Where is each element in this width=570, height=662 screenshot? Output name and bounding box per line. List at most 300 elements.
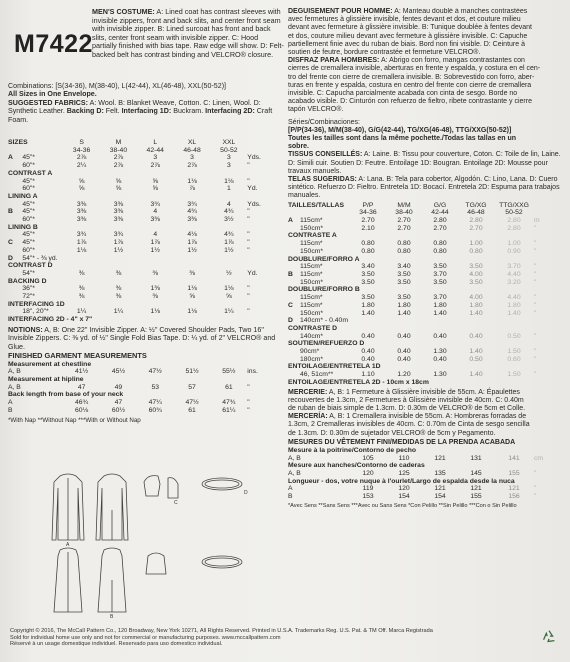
table-row bbox=[288, 271, 564, 279]
fabric-width: 115cm* bbox=[300, 217, 323, 225]
yardage-value bbox=[63, 255, 100, 263]
fr-line: et dos, couture milieu devant avec fermeture à glissière invisible. C: Capuche bbox=[288, 32, 528, 40]
measurement-view: A bbox=[288, 485, 293, 493]
measurement-row bbox=[8, 399, 278, 407]
table-row bbox=[288, 348, 564, 356]
fr-line: soutien de feutre, bordure contrastée et fermeture VELCRO®. bbox=[288, 49, 481, 57]
yardage-value: ⅝ bbox=[189, 293, 195, 301]
interfacing-text: Buckram. bbox=[171, 107, 206, 116]
view-label bbox=[288, 310, 300, 318]
section-label: ENTOILAGE/ENTRETELA 1D bbox=[288, 363, 381, 371]
measurement-row bbox=[8, 368, 278, 376]
size-range-header: 34-36 bbox=[72, 146, 91, 154]
measurement-value: 121 bbox=[434, 454, 446, 462]
yardage-value: ⅝ bbox=[115, 177, 122, 185]
unit-label: Yd. bbox=[247, 185, 258, 193]
measurement-row bbox=[8, 407, 278, 415]
yardage-value: 0.90 bbox=[507, 247, 521, 255]
fabric-width: 18", 20"* bbox=[22, 308, 49, 316]
unit-label: " bbox=[247, 162, 250, 170]
unit-label: " bbox=[247, 239, 250, 247]
spacer-cell bbox=[247, 147, 278, 155]
pattern-number: M7422 bbox=[14, 30, 93, 58]
size-range-header: 42-44 bbox=[431, 209, 449, 217]
table-row bbox=[8, 285, 278, 293]
all-sizes-text: All Sizes in One Envelope. bbox=[8, 90, 97, 99]
mercerie-line: de ruban de biais simple de 1.3cm. D: 0.30m de VELCRO® de 5cm et Colle. bbox=[288, 404, 526, 412]
size-range-header: 50-52 bbox=[220, 146, 238, 154]
measurement-value: 53 bbox=[151, 383, 160, 391]
garment-sketches bbox=[8, 470, 286, 620]
view-label bbox=[8, 285, 22, 293]
mercerie-label: MERCERIE: bbox=[288, 388, 328, 396]
yardage-value: ⅞ bbox=[189, 185, 195, 193]
size-header-row bbox=[288, 202, 564, 210]
yardage-value: 3⅜ bbox=[150, 216, 160, 224]
notions-block bbox=[8, 326, 286, 425]
table-row bbox=[288, 356, 564, 364]
yardage-value: 1⅛ bbox=[224, 285, 234, 293]
fabrics-text: A: Wool. B: Blanket Weave, Cotton. C: Linen, Wool. D: Synthetic Leather. bbox=[8, 98, 261, 116]
fabric-width: 115cm* bbox=[300, 271, 323, 278]
yardage-value: ⅝ bbox=[115, 185, 122, 193]
yardage-value: ⅜ bbox=[115, 269, 122, 277]
yardage-value: 3.50 bbox=[469, 278, 483, 286]
footer-line-2: Sold for individual home use only and not for commercial or manufacturing purposes. www.mccallpattern.com bbox=[10, 634, 281, 641]
yardage-value: ⅝ bbox=[152, 185, 159, 193]
view-label bbox=[288, 294, 300, 302]
merceria-text bbox=[288, 413, 564, 438]
yardage-value: 3.40 bbox=[397, 263, 411, 271]
table-row bbox=[288, 263, 564, 271]
metric-measurements-table bbox=[288, 447, 564, 501]
yardage-value: 1.40 bbox=[433, 309, 447, 317]
yardage-value: 0.80 bbox=[397, 247, 411, 255]
finished-title: FINISHED GARMENT MEASUREMENTS bbox=[8, 351, 147, 361]
measurement-value: 51½ bbox=[185, 368, 199, 376]
fabric-width: 54"* bbox=[22, 269, 35, 277]
yardage-value: 1⅛ bbox=[187, 308, 197, 316]
measurement-value: 60¾ bbox=[148, 406, 162, 414]
view-label bbox=[8, 201, 22, 209]
yardage-value: ⅝ bbox=[226, 293, 232, 301]
size-range-header: 42-44 bbox=[146, 146, 164, 154]
view-label: A bbox=[8, 154, 13, 162]
es-title: DISFRAZ PARA HOMBRES: bbox=[288, 57, 380, 65]
yardage-value: 3.50 bbox=[433, 263, 447, 271]
yardage-value: 2.80 bbox=[507, 224, 521, 232]
size-col-header: TG/XG bbox=[465, 201, 487, 209]
table-section-row bbox=[288, 379, 564, 387]
table-section-row bbox=[8, 193, 278, 201]
fabric-width: 115cm* bbox=[300, 263, 323, 271]
telas-text bbox=[288, 176, 564, 201]
intro-label: MEN'S COSTUME: bbox=[92, 7, 155, 16]
yardage-value: 3 bbox=[226, 162, 231, 170]
yardage-value: 1.80 bbox=[433, 301, 447, 309]
yardage-value bbox=[137, 255, 174, 263]
measurement-value: 60⅛ bbox=[75, 406, 89, 414]
es-line: turas en frente y espalda, costura en centro del frente con cierre de cremallera bbox=[288, 81, 532, 89]
es-line: cierres de cremallera invisible, aberturas en frente y espalda, y costura en el cen- bbox=[288, 65, 541, 73]
recycle-icon bbox=[540, 628, 558, 646]
yardage-value: 1.40 bbox=[397, 309, 411, 317]
yardage-table-container bbox=[8, 139, 286, 324]
fabric-width: 45"* bbox=[22, 239, 35, 247]
fabric-width: 54"* - ⅜ yd. bbox=[22, 254, 58, 262]
size-col-header: M/M bbox=[397, 201, 411, 209]
es-description bbox=[288, 57, 564, 114]
yardage-value: 2.70 bbox=[397, 224, 411, 232]
spacer-cell bbox=[534, 202, 564, 210]
yardage-value: 3.50 bbox=[397, 278, 411, 286]
view-label: B bbox=[8, 208, 13, 216]
tissus-body: A: Laine. B: Tissu pour couverture, Coton. C: Toile de lin, Laine. D: Simili cuir. Soutien D: Feutre. Entoilage 1D: Bougran. Entoilage 2D: Mousse pour travaux manuels. bbox=[288, 151, 561, 175]
section-label: LINING B bbox=[8, 223, 38, 231]
spacer-cell bbox=[288, 209, 350, 217]
yardage-value: 3.40 bbox=[361, 263, 375, 271]
table-section-row bbox=[8, 262, 278, 270]
view-label: D bbox=[288, 317, 293, 325]
merceria-line: 1.3cm, 2 Cremalleras invisibles de 40cm. C: 0.70m de Cinta de sesgo sencilla bbox=[288, 421, 530, 429]
unit-label: " bbox=[534, 240, 537, 248]
measurement-value: 47¼ bbox=[148, 399, 162, 407]
fabric-width: 140cm* bbox=[300, 332, 324, 340]
measurement-title-row bbox=[288, 447, 564, 455]
unit-label: " bbox=[534, 263, 537, 271]
yardage-value: 1.40 bbox=[361, 309, 375, 317]
yardage-value bbox=[386, 317, 422, 325]
view-label bbox=[288, 348, 300, 356]
fabric-width: 45"* bbox=[22, 231, 35, 239]
fabric-width: 90cm* bbox=[300, 348, 320, 356]
measurement-title-row bbox=[8, 376, 278, 384]
fabric-width: 60"* bbox=[22, 185, 35, 193]
yardage-value: 4.00 bbox=[469, 294, 483, 302]
measurement-value: 45½ bbox=[111, 368, 126, 376]
copyright-footer bbox=[10, 628, 530, 648]
yardage-value: 3.50 bbox=[469, 263, 483, 271]
table-section-row bbox=[288, 256, 564, 264]
measurement-value: 47½ bbox=[185, 399, 199, 407]
table-row bbox=[8, 185, 278, 193]
measurement-view: A bbox=[8, 399, 13, 407]
merceria-label: MERCERÍA: bbox=[288, 413, 328, 421]
yardage-value: 1⅛ bbox=[224, 177, 234, 185]
unit-label: " bbox=[534, 271, 537, 278]
yardage-value: 3.70 bbox=[433, 271, 447, 278]
view-label bbox=[288, 279, 300, 287]
yardage-value bbox=[174, 255, 211, 263]
sizes-label: TAILLES/TALLAS bbox=[288, 201, 345, 209]
yardage-value: 1½ bbox=[187, 246, 197, 254]
measurement-value: 155 bbox=[508, 470, 520, 478]
measurement-value: 119 bbox=[362, 485, 374, 493]
unit-label: " bbox=[247, 177, 250, 185]
measurement-value: 120 bbox=[398, 485, 410, 493]
yardage-value: 1.00 bbox=[469, 240, 483, 248]
measurement-unit: cm bbox=[534, 454, 544, 462]
measurement-title: Measurement at hipline bbox=[8, 376, 84, 384]
surcoat-b-back-sketch bbox=[98, 548, 126, 612]
fr-title: DÉGUISEMENT POUR HOMME: bbox=[288, 8, 393, 15]
table-section-row bbox=[8, 316, 278, 324]
view-label bbox=[288, 263, 300, 271]
unit-label: " bbox=[534, 332, 537, 340]
yardage-value: 3¾ bbox=[113, 231, 124, 239]
es-line: acabado visible. D: Cinturón con refuerzo de fieltro, ribete contrastante y cierre bbox=[288, 98, 532, 106]
measurement-unit: ins. bbox=[247, 368, 258, 376]
measurement-row bbox=[288, 470, 564, 478]
measurement-value: 61¼ bbox=[222, 406, 236, 414]
unit-label bbox=[247, 255, 278, 263]
tissus-text bbox=[288, 151, 564, 176]
measurement-unit: " bbox=[534, 485, 537, 493]
combinations-block bbox=[8, 82, 286, 124]
measurement-row bbox=[288, 493, 564, 501]
yardage-value: 2⅞ bbox=[113, 154, 124, 162]
fabric-width: 46, 51cm** bbox=[300, 371, 334, 379]
view-label bbox=[288, 333, 300, 341]
size-range-row bbox=[288, 209, 564, 217]
view-label bbox=[8, 178, 22, 186]
yardage-value: 4 bbox=[153, 208, 158, 216]
measurement-title: Mesure à la poitrine/Contorno de pecho bbox=[288, 446, 417, 454]
fabric-width: 60"* bbox=[22, 246, 35, 254]
telas-label: TELAS SUGERIDAS: bbox=[288, 176, 357, 184]
view-label bbox=[8, 185, 22, 193]
yardage-value: 1¼ bbox=[224, 308, 234, 316]
measurement-view: A, B bbox=[8, 368, 21, 376]
intro-description bbox=[92, 8, 284, 60]
measurement-value: 121 bbox=[470, 485, 482, 493]
size-col-header: TTG/XXG bbox=[499, 201, 529, 209]
measurement-title: Back length from base of your neck bbox=[8, 391, 124, 399]
unit-label: " bbox=[534, 294, 537, 302]
yardage-value: 3.50 bbox=[433, 278, 447, 286]
yardage-value: ⅜ bbox=[78, 269, 85, 277]
measurement-value: 125 bbox=[398, 470, 410, 478]
fabric-width: 150cm* bbox=[300, 309, 324, 317]
sketch-label-d: D bbox=[244, 490, 248, 496]
section-label: CONTRASTE A bbox=[288, 232, 337, 240]
size-range-header: 50-52 bbox=[505, 209, 523, 217]
fabric-width: 150cm* bbox=[300, 278, 324, 286]
view-label bbox=[288, 225, 300, 233]
yardage-value: 0.50 bbox=[507, 332, 521, 340]
section-label: INTERFACING 2D - 4" x 7" bbox=[8, 316, 93, 324]
table-section-row bbox=[288, 325, 564, 333]
measurement-value: 57 bbox=[188, 383, 196, 391]
table-row bbox=[8, 239, 278, 247]
suggested-fabrics bbox=[8, 99, 286, 124]
fabric-width: 60"* bbox=[22, 216, 35, 224]
unit-label: " bbox=[534, 224, 537, 232]
measurement-value: 47 bbox=[114, 399, 123, 407]
yardage-value: ⅜ bbox=[78, 285, 85, 293]
yardage-value: 2.70 bbox=[361, 217, 375, 225]
yardage-value: ⅜ bbox=[115, 293, 122, 301]
es-line: invisible. C: Capucha parcialmente acabada con cinta de sesgo. Borde no bbox=[288, 90, 518, 98]
yardage-value: 1⅞ bbox=[187, 239, 197, 247]
view-label: A bbox=[288, 217, 293, 225]
metric-yardage-table bbox=[288, 202, 564, 387]
es-line: tro del frente con cierre de cremallera invisible. B: Sobrevestido con forro, aber- bbox=[288, 73, 535, 81]
es-line: A: Abrigo con forro, mangas contrastantes con bbox=[380, 57, 525, 65]
yardage-value: 0.40 bbox=[397, 348, 411, 356]
view-label bbox=[288, 371, 300, 379]
yardage-value: ⅝ bbox=[78, 177, 85, 185]
nap-note: *With Nap **Without Nap ***With or Without Nap bbox=[8, 416, 141, 424]
yardage-value: 0.40 bbox=[361, 355, 375, 363]
hood-c-back-sketch bbox=[146, 553, 166, 574]
table-row bbox=[8, 178, 278, 186]
backing-text: Felt. bbox=[103, 107, 122, 116]
measurement-value: 55½ bbox=[222, 368, 236, 376]
backing-label: Backing D: bbox=[66, 107, 104, 116]
table-row bbox=[288, 240, 564, 248]
spacer-cell bbox=[247, 139, 278, 147]
measurement-value: 121 bbox=[434, 485, 446, 493]
measurement-value: 156 bbox=[508, 493, 520, 501]
section-label: CONTRASTE D bbox=[288, 324, 338, 332]
yardage-value bbox=[350, 317, 386, 325]
yardage-value: 4 bbox=[226, 200, 231, 208]
measurement-title: Longueur - dos, votre nuque à l'ourlet/Largo de espalda desde la nuca bbox=[288, 477, 515, 485]
yardage-value: 4¾ bbox=[224, 208, 234, 216]
measurement-value: 46¾ bbox=[75, 399, 89, 407]
yardage-value: 1⅛ bbox=[187, 177, 197, 185]
section-label: INTERFACING 1D bbox=[8, 300, 65, 308]
fabric-width: 140cm* - 0.40m bbox=[300, 317, 348, 325]
measurement-unit: " bbox=[247, 406, 250, 414]
yardage-value: 0.80 bbox=[469, 247, 483, 255]
unit-label: Yds. bbox=[247, 200, 261, 208]
yardage-value: 0.40 bbox=[361, 332, 375, 340]
measurement-view: B bbox=[288, 493, 293, 501]
yardage-value bbox=[458, 317, 494, 325]
footer-line-1: Copyright © 2016, The McCall Pattern Co., 120 Broadway, New York 10271, All Rights Reserved. Printed in U.S.A. Trademarks Reg. U.S. Pat. & TM Off. Marca Registrada bbox=[10, 628, 433, 634]
measurement-value: 105 bbox=[362, 454, 374, 462]
measurement-value: 41½ bbox=[75, 368, 89, 376]
yardage-value: 0.80 bbox=[433, 247, 447, 255]
fr-line: avec fermetures à glissière invisible, fentes devant et dos, et couture milieu bbox=[288, 16, 521, 24]
yardage-value: 1½ bbox=[150, 246, 160, 254]
table-row bbox=[288, 294, 564, 302]
measurement-value: 153 bbox=[362, 493, 374, 501]
table-section-row bbox=[288, 363, 564, 371]
unit-label: " bbox=[247, 285, 250, 293]
measurement-title-row bbox=[8, 361, 278, 369]
view-label bbox=[8, 247, 22, 255]
table-section-row bbox=[8, 224, 278, 232]
coat-a-back-sketch bbox=[96, 474, 128, 540]
yardage-value bbox=[100, 255, 137, 263]
fabric-width: 115cm* bbox=[300, 294, 323, 302]
yardage-value: ⅝ bbox=[152, 177, 159, 185]
yardage-value: 1⅞ bbox=[224, 239, 234, 247]
mercerie-line: recouvertes de 1.3cm, 2 Fermetures à Glissière invisible de 40cm. C: 0.40m bbox=[288, 396, 524, 404]
unit-label bbox=[534, 317, 564, 325]
yardage-value: 3.20 bbox=[507, 278, 521, 286]
yardage-value: 1.30 bbox=[433, 348, 447, 356]
measurement-unit: " bbox=[534, 470, 537, 478]
notions-body: A, B: One 22" Invisible Zipper. A: ½" Covered Shoulder Pads, Two 16" Invisible Zippers. C: ⅜ yd. of ½" Single Fold Bias Tape. D: ¼ yd. of 2" VELCRO® and Glue. bbox=[8, 326, 276, 351]
yardage-value: 1¼ bbox=[113, 308, 124, 316]
size-range-header: 34-36 bbox=[359, 209, 377, 217]
all-sizes-fr-2: sobre. bbox=[288, 143, 310, 151]
view-label: B bbox=[288, 271, 293, 278]
view-label bbox=[8, 308, 22, 316]
size-col-header: S bbox=[79, 139, 84, 146]
fabrics-label: SUGGESTED FABRICS: bbox=[8, 98, 89, 107]
yardage-value: 3⅜ bbox=[76, 208, 87, 216]
unit-label: " bbox=[247, 231, 250, 239]
table-row bbox=[288, 302, 564, 310]
fabric-width: 60"* bbox=[22, 162, 35, 170]
yardage-value: 2.70 bbox=[469, 224, 483, 232]
fabric-width: 72"* bbox=[22, 293, 35, 301]
table-section-row bbox=[288, 340, 564, 348]
yardage-value: 1⅞ bbox=[150, 239, 160, 247]
spacer-cell bbox=[534, 209, 564, 217]
yardage-value: 4¾ bbox=[224, 231, 234, 239]
hood-c-sketch bbox=[144, 476, 178, 498]
yardage-value: 0.40 bbox=[397, 332, 411, 340]
measurement-value: 47¾ bbox=[222, 399, 236, 407]
size-range-header: 46-48 bbox=[467, 209, 485, 217]
yardage-value: 1.30 bbox=[433, 371, 447, 379]
size-range-header: 38-40 bbox=[395, 209, 413, 217]
yardage-value: ⅜ bbox=[115, 285, 122, 293]
yardage-value: 3 bbox=[153, 154, 158, 162]
view-label: C bbox=[288, 301, 293, 309]
yardage-value: 4.40 bbox=[507, 294, 521, 302]
size-range-header: 46-48 bbox=[183, 146, 201, 154]
table-row bbox=[8, 247, 278, 255]
fabric-width: 45"* bbox=[22, 200, 35, 208]
yardage-value: 0.80 bbox=[433, 240, 447, 248]
measurement-unit: " bbox=[247, 383, 250, 391]
unit-label: m bbox=[534, 217, 540, 225]
measurement-value: 110 bbox=[398, 454, 410, 462]
measurement-unit: " bbox=[534, 493, 537, 501]
yardage-value: 1⅛ bbox=[187, 285, 197, 293]
view-label bbox=[8, 216, 22, 224]
measurement-value: 61 bbox=[188, 406, 196, 414]
size-col-header: M bbox=[115, 139, 122, 146]
section-label: DOUBLURE/FORRO A bbox=[288, 255, 360, 263]
yardage-value: 1.40 bbox=[507, 309, 521, 317]
fabric-width: 115cm* bbox=[300, 301, 323, 309]
section-label: CONTRAST D bbox=[8, 262, 53, 270]
mesures-title: MESURES DU VÊTEMENT FINI/MEDIDAS DE LA PRENDA ACABADA bbox=[288, 438, 516, 446]
table-row bbox=[8, 255, 278, 263]
fabric-width: 45"* bbox=[22, 154, 35, 162]
unit-label: " bbox=[534, 348, 537, 356]
unit-label: " bbox=[534, 355, 537, 363]
fr-line: partiellement finie avec du ruban de biais. Bord non fini visible. D: Ceinture à bbox=[288, 40, 525, 48]
translation-column bbox=[288, 8, 564, 509]
yardage-value: 3¾ bbox=[187, 200, 197, 208]
yardage-value: 2⅞ bbox=[187, 162, 197, 170]
yardage-value: 4¾ bbox=[187, 208, 197, 216]
yardage-value: 2.80 bbox=[507, 217, 521, 225]
yardage-value: 2.80 bbox=[469, 217, 483, 225]
size-header-row bbox=[8, 139, 278, 147]
yardage-value: 1.00 bbox=[507, 240, 521, 248]
notions-text bbox=[8, 326, 286, 351]
